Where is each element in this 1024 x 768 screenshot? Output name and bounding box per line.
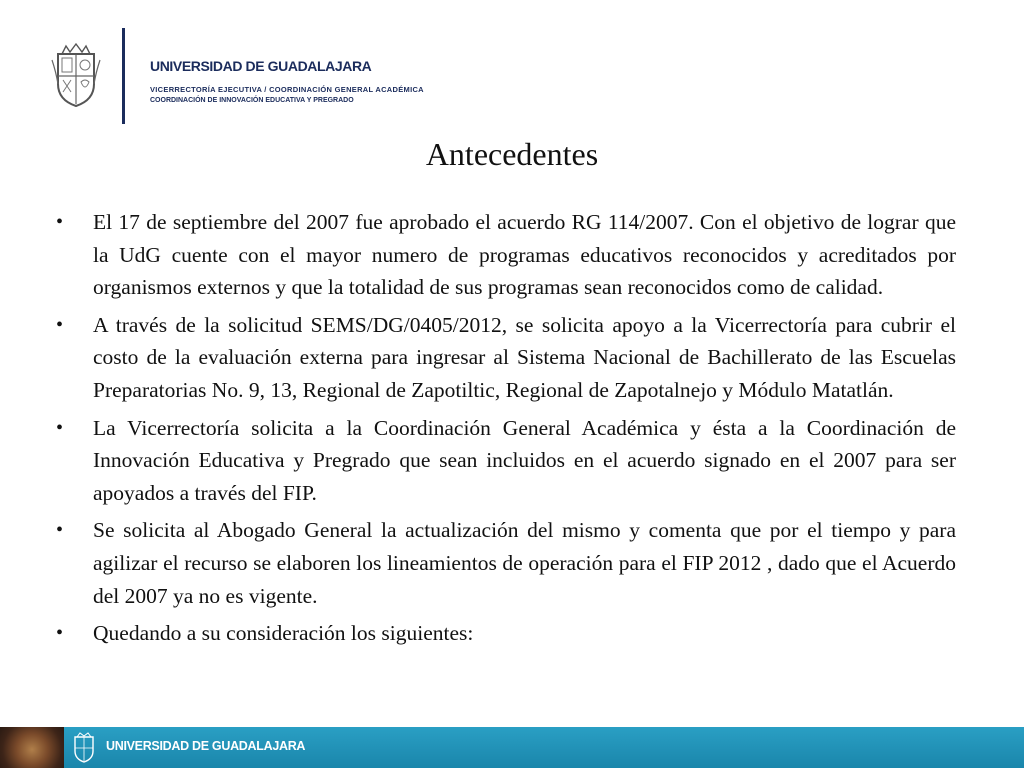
bullet-icon: • — [56, 313, 64, 336]
bullet-item — [56, 412, 956, 510]
bullet-text: La Vicerrectoría solicita a la Coordinación General Académica y ésta a la Coordinación de Innovación Educativa y Pregrado que sean incluidos en el acuerdo signado en el 2007 para ser apoyados a través del FIP. — [93, 415, 956, 505]
university-crest-icon — [72, 732, 96, 764]
bullet-text: Se solicita al Abogado General la actualización del mismo y comenta que por el tiempo y para agilizar el recurso se elaboren los lineamientos de operación para el FIP 2012 , dado que el Acuerdo del 2007 ya no es vigente. — [93, 518, 956, 608]
department-name: VICERRECTORÍA EJECUTIVA / COORDINACIÓN GENERAL ACADÉMICA — [150, 85, 424, 94]
bullet-icon: • — [56, 622, 64, 645]
slide-title: Antecedentes — [425, 136, 599, 172]
bullet-item — [56, 617, 956, 650]
bullet-text: A través de la solicitud SEMS/DG/0405/2012, se solicita apoyo a la Vicerrectoría para cubrir el costo de la evaluación externa para ingresar al Sistema Nacional de Bachillerato de las Escuelas Preparatorias No. 9, 13, Regional de Zapotiltic, Regional de Zapotalnejo y Módulo Matatlán. — [93, 312, 956, 402]
university-crest-icon — [50, 40, 102, 110]
subdepartment-name: COORDINACIÓN DE INNOVACIÓN EDUCATIVA Y PREGRADO — [150, 97, 354, 104]
footer-institution-name: UNIVERSIDAD DE GUADALAJARA — [106, 739, 306, 753]
bullet-text: Quedando a su consideración los siguientes: — [93, 621, 474, 646]
slide-footer — [0, 727, 1024, 768]
bullet-list — [56, 206, 956, 655]
bullet-item — [56, 514, 956, 612]
header-divider — [122, 28, 125, 124]
institution-name: UNIVERSIDAD DE GUADALAJARA — [150, 58, 372, 74]
bullet-icon: • — [56, 211, 64, 233]
bullet-icon: • — [56, 416, 64, 439]
bullet-item — [56, 309, 956, 407]
slide-header — [0, 0, 1024, 130]
mural-image — [0, 727, 64, 768]
bullet-item — [56, 206, 956, 304]
bullet-text: El 17 de septiembre del 2007 fue aprobado el acuerdo RG 114/2007. Con el objetivo de lograr que la UdG cuente con el mayor numero de programas educativos reconocidos y acreditados por organismos externos y que la totalidad de sus programas sean reconocidos como de calidad. — [93, 210, 956, 300]
bullet-icon: • — [56, 519, 64, 542]
